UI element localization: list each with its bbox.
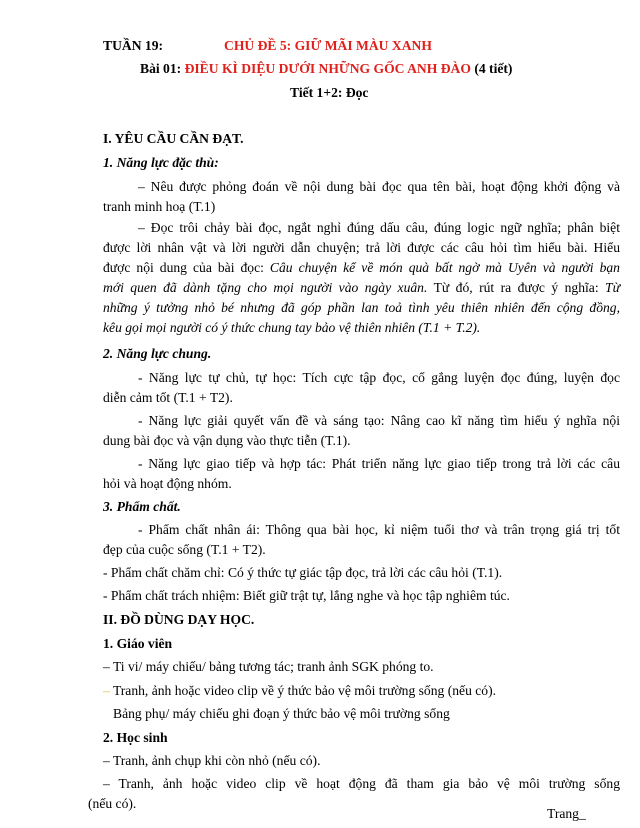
list-item: – Ti vi/ máy chiếu/ bảng tương tác; tranh ảnh SGK phóng to.	[103, 659, 434, 674]
paragraph-line: - Phẩm chất trách nhiệm: Biết giữ trật tự, lắng nghe và học tập nghiêm túc.	[103, 588, 510, 603]
summary-italic: Câu chuyện kể về món quà bất ngờ mà Uyên và người bạn	[269, 260, 620, 275]
lesson-prefix: Bài 01:	[140, 61, 185, 76]
paragraph-line: - Năng lực giao tiếp và hợp tác: Phát triển năng lực giao tiếp trong trả lời các câu	[138, 456, 620, 471]
lesson-duration: (4 tiết)	[470, 61, 513, 76]
paragraph-line: - Phẩm chất chăm chỉ: Có ý thức tự giác tập đọc, trả lời các câu hỏi (T.1).	[103, 565, 503, 580]
text-span: được nội dung của bài đọc:	[103, 260, 270, 275]
section-heading-2: II. ĐỒ DÙNG DẠY HỌC.	[103, 612, 255, 627]
paragraph-line: được lời nhân vật và lời người dẫn chuyện; trả lời được các câu hỏi tìm hiểu bài. Hiểu	[103, 240, 620, 255]
subheading-teacher: 1. Giáo viên	[103, 636, 173, 651]
topic-title: CHỦ ĐỀ 5: GIỮ MÃI MÀU XANH	[224, 38, 432, 53]
paragraph-line: kêu gọi mọi người có ý thức chung tay bảo vệ thiên nhiên (T.1 + T.2).	[103, 320, 481, 335]
subheading-specific-competence: 1. Năng lực đặc thù:	[103, 155, 219, 170]
list-item: – Tranh, ảnh chụp khi còn nhỏ (nếu có).	[103, 753, 321, 768]
list-item	[103, 683, 496, 700]
text-span: Từ đó, rút ra được ý nghĩa:	[427, 280, 606, 295]
page-footer: Trang_	[547, 806, 586, 821]
list-item: Bảng phụ/ máy chiếu ghi đoạn ý thức bảo vệ môi trường sống	[113, 706, 450, 721]
paragraph-line: đẹp của cuộc sống (T.1 + T2).	[103, 542, 266, 557]
subheading-student: 2. Học sinh	[103, 730, 168, 745]
meaning-italic: Từ	[605, 280, 620, 295]
lesson-name: ĐIỀU KÌ DIỆU DƯỚI NHỮNG GỐC ANH ĐÀO	[184, 61, 471, 76]
paragraph-line	[103, 260, 620, 277]
paragraph-line: - Năng lực tự chủ, tự học: Tích cực tập đọc, cố gắng luyện đọc đúng, luyện đọc	[138, 370, 620, 385]
list-item: (nếu có).	[88, 796, 137, 811]
subheading-general-competence: 2. Năng lực chung.	[103, 346, 212, 361]
list-item: – Tranh, ảnh hoặc video clip về hoạt động đã tham gia bảo vệ môi trường sống	[103, 776, 620, 791]
paragraph-line: diễn cảm tốt (T.1 + T2).	[103, 390, 233, 405]
paragraph-line: - Năng lực giải quyết vấn đề và sáng tạo: Nâng cao kĩ năng tìm hiểu ý nghĩa nội	[138, 413, 620, 428]
dash-marker: –	[103, 683, 110, 698]
paragraph-line: hỏi và hoạt động nhóm.	[103, 476, 232, 491]
paragraph-line: – Nêu được phỏng đoán về nội dung bài đọc qua tên bài, hoạt động khởi động và	[138, 179, 620, 194]
paragraph-line: tranh minh hoạ (T.1)	[103, 199, 216, 214]
text-span: Tranh, ảnh hoặc video clip về ý thức bảo vệ môi trường sống (nếu có).	[109, 683, 497, 698]
paragraph-line: dung bài đọc và vận dụng vào thực tiễn (T.1).	[103, 433, 351, 448]
week-label: TUẦN 19:	[103, 38, 164, 53]
paragraph-line: những ý tưởng nhỏ bé nhưng đã góp phần lan toả tình yêu thiên nhiên đến cộng đồng,	[103, 300, 620, 315]
paragraph-line: - Phẩm chất nhân ái: Thông qua bài học, kỉ niệm tuổi thơ và trân trọng giá trị tốt	[138, 522, 620, 537]
subheading-qualities: 3. Phẩm chất.	[103, 499, 181, 514]
period-title: Tiết 1+2: Đọc	[290, 85, 369, 100]
summary-italic: mới quen đã dành tặng cho mọi người vào ngày xuân.	[103, 280, 428, 295]
lesson-title	[140, 61, 512, 78]
paragraph-line	[103, 280, 620, 297]
paragraph-line: – Đọc trôi chảy bài đọc, ngắt nghỉ đúng dấu câu, đúng logic ngữ nghĩa; phân biệt	[138, 220, 620, 235]
section-heading-1: I. YÊU CẦU CẦN ĐẠT.	[103, 131, 244, 146]
